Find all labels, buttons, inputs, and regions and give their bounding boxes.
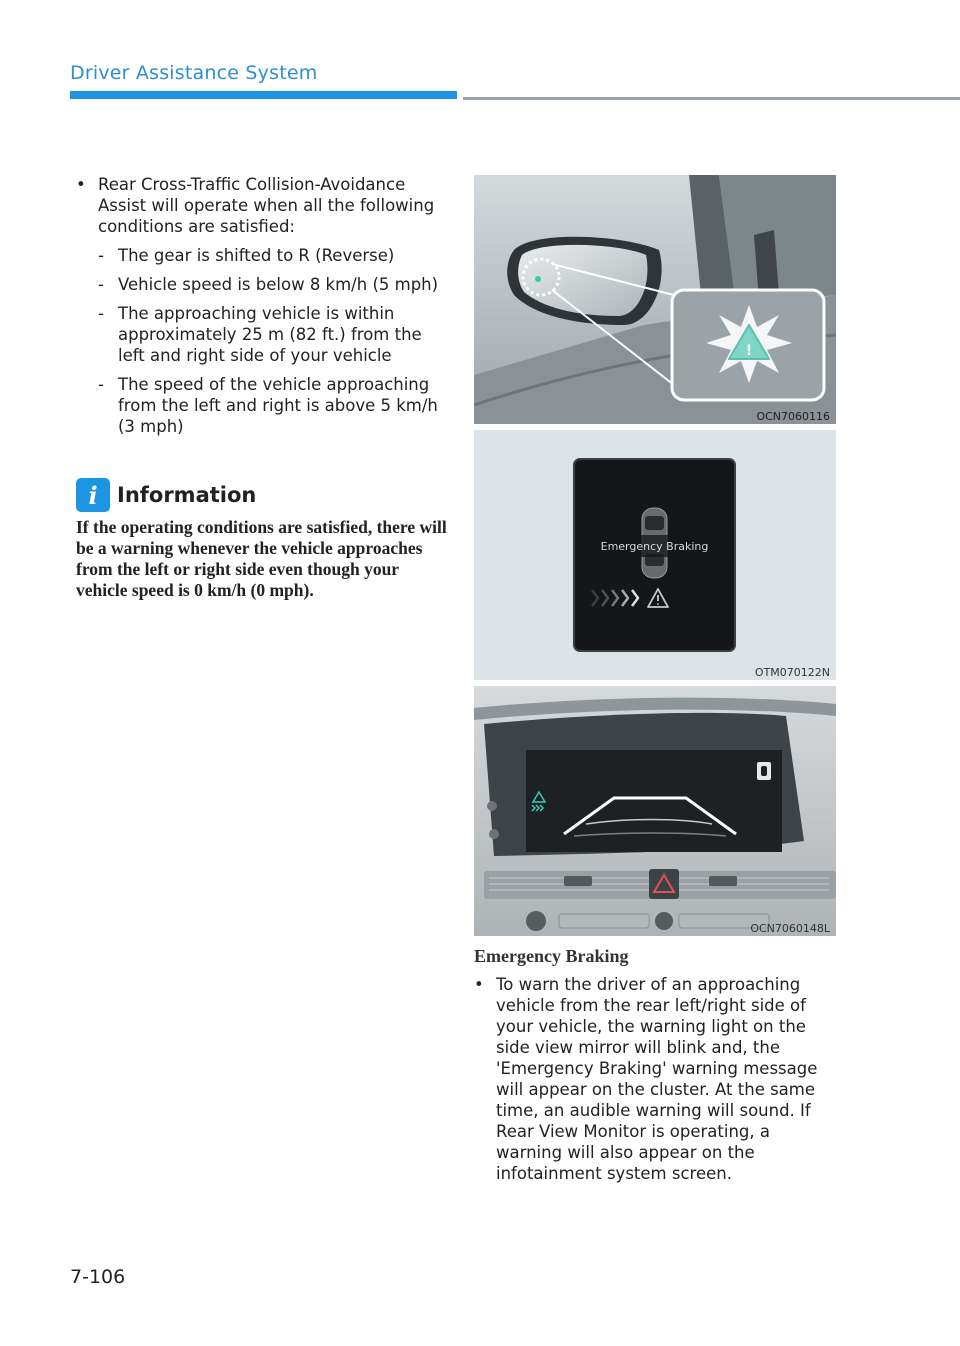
figure-code: OCN7060148L bbox=[750, 922, 830, 935]
figure-code: OTM070122N bbox=[754, 666, 830, 679]
header-rule bbox=[463, 97, 960, 100]
cluster-message: Emergency Braking bbox=[600, 540, 709, 553]
dash: - bbox=[98, 304, 104, 323]
operating-conditions-bullet bbox=[76, 174, 446, 237]
dash: - bbox=[98, 275, 104, 294]
condition-item bbox=[76, 303, 446, 366]
information-title: Information bbox=[117, 483, 257, 507]
dash: - bbox=[98, 375, 104, 394]
condition-text: The gear is shifted to R (Reverse) bbox=[118, 246, 395, 265]
figure-code: OCN7060116 bbox=[756, 410, 830, 423]
bullet-dot: • bbox=[474, 975, 484, 994]
bullet-text: Rear Cross-Traffic Collision-Avoidance Assist will operate when all the following conditions are satisfied: bbox=[98, 175, 435, 236]
left-column bbox=[76, 174, 446, 445]
emergency-braking-bullet bbox=[474, 974, 836, 1184]
condition-item bbox=[76, 274, 446, 295]
right-column-text bbox=[474, 974, 836, 1192]
section-title: Driver Assistance System bbox=[70, 62, 318, 84]
info-icon: i bbox=[76, 478, 110, 512]
bullet-dot: • bbox=[76, 175, 86, 194]
side-mirror-illustration bbox=[474, 175, 836, 424]
condition-text: The speed of the vehicle approaching from the left and right is above 5 km/h (3 mph) bbox=[118, 375, 438, 436]
cluster-illustration bbox=[474, 430, 836, 680]
emergency-braking-heading: Emergency Braking bbox=[474, 946, 629, 966]
condition-item bbox=[76, 245, 446, 266]
condition-item bbox=[76, 374, 446, 437]
header-rule-accent bbox=[70, 91, 457, 99]
infotainment-illustration bbox=[474, 686, 836, 936]
information-header bbox=[76, 478, 256, 512]
figure-infotainment bbox=[474, 686, 836, 936]
figure-side-mirror bbox=[474, 175, 836, 424]
condition-text: The approaching vehicle is within approximately 25 m (82 ft.) from the left and right side of your vehicle bbox=[118, 304, 422, 365]
dash: - bbox=[98, 246, 104, 265]
page-number: 7-106 bbox=[70, 1266, 126, 1288]
svg-text:!: ! bbox=[745, 343, 753, 359]
bullet-text: To warn the driver of an approaching vehicle from the rear left/right side of your vehicle, the warning light on the side view mirror will blink and, the 'Emergency Braking' warning message will appear on the cluster. At the same time, an audible warning will sound. If Rear View Monitor is operating, a warning will also appear on the infotainment system screen. bbox=[496, 975, 818, 1183]
information-text: If the operating conditions are satisfied, there will be a warning whenever the vehicle approaches from the left or right side even though your vehicle speed is 0 km/h (0 mph). bbox=[76, 517, 447, 600]
condition-text: Vehicle speed is below 8 km/h (5 mph) bbox=[118, 275, 439, 294]
figure-cluster bbox=[474, 430, 836, 680]
